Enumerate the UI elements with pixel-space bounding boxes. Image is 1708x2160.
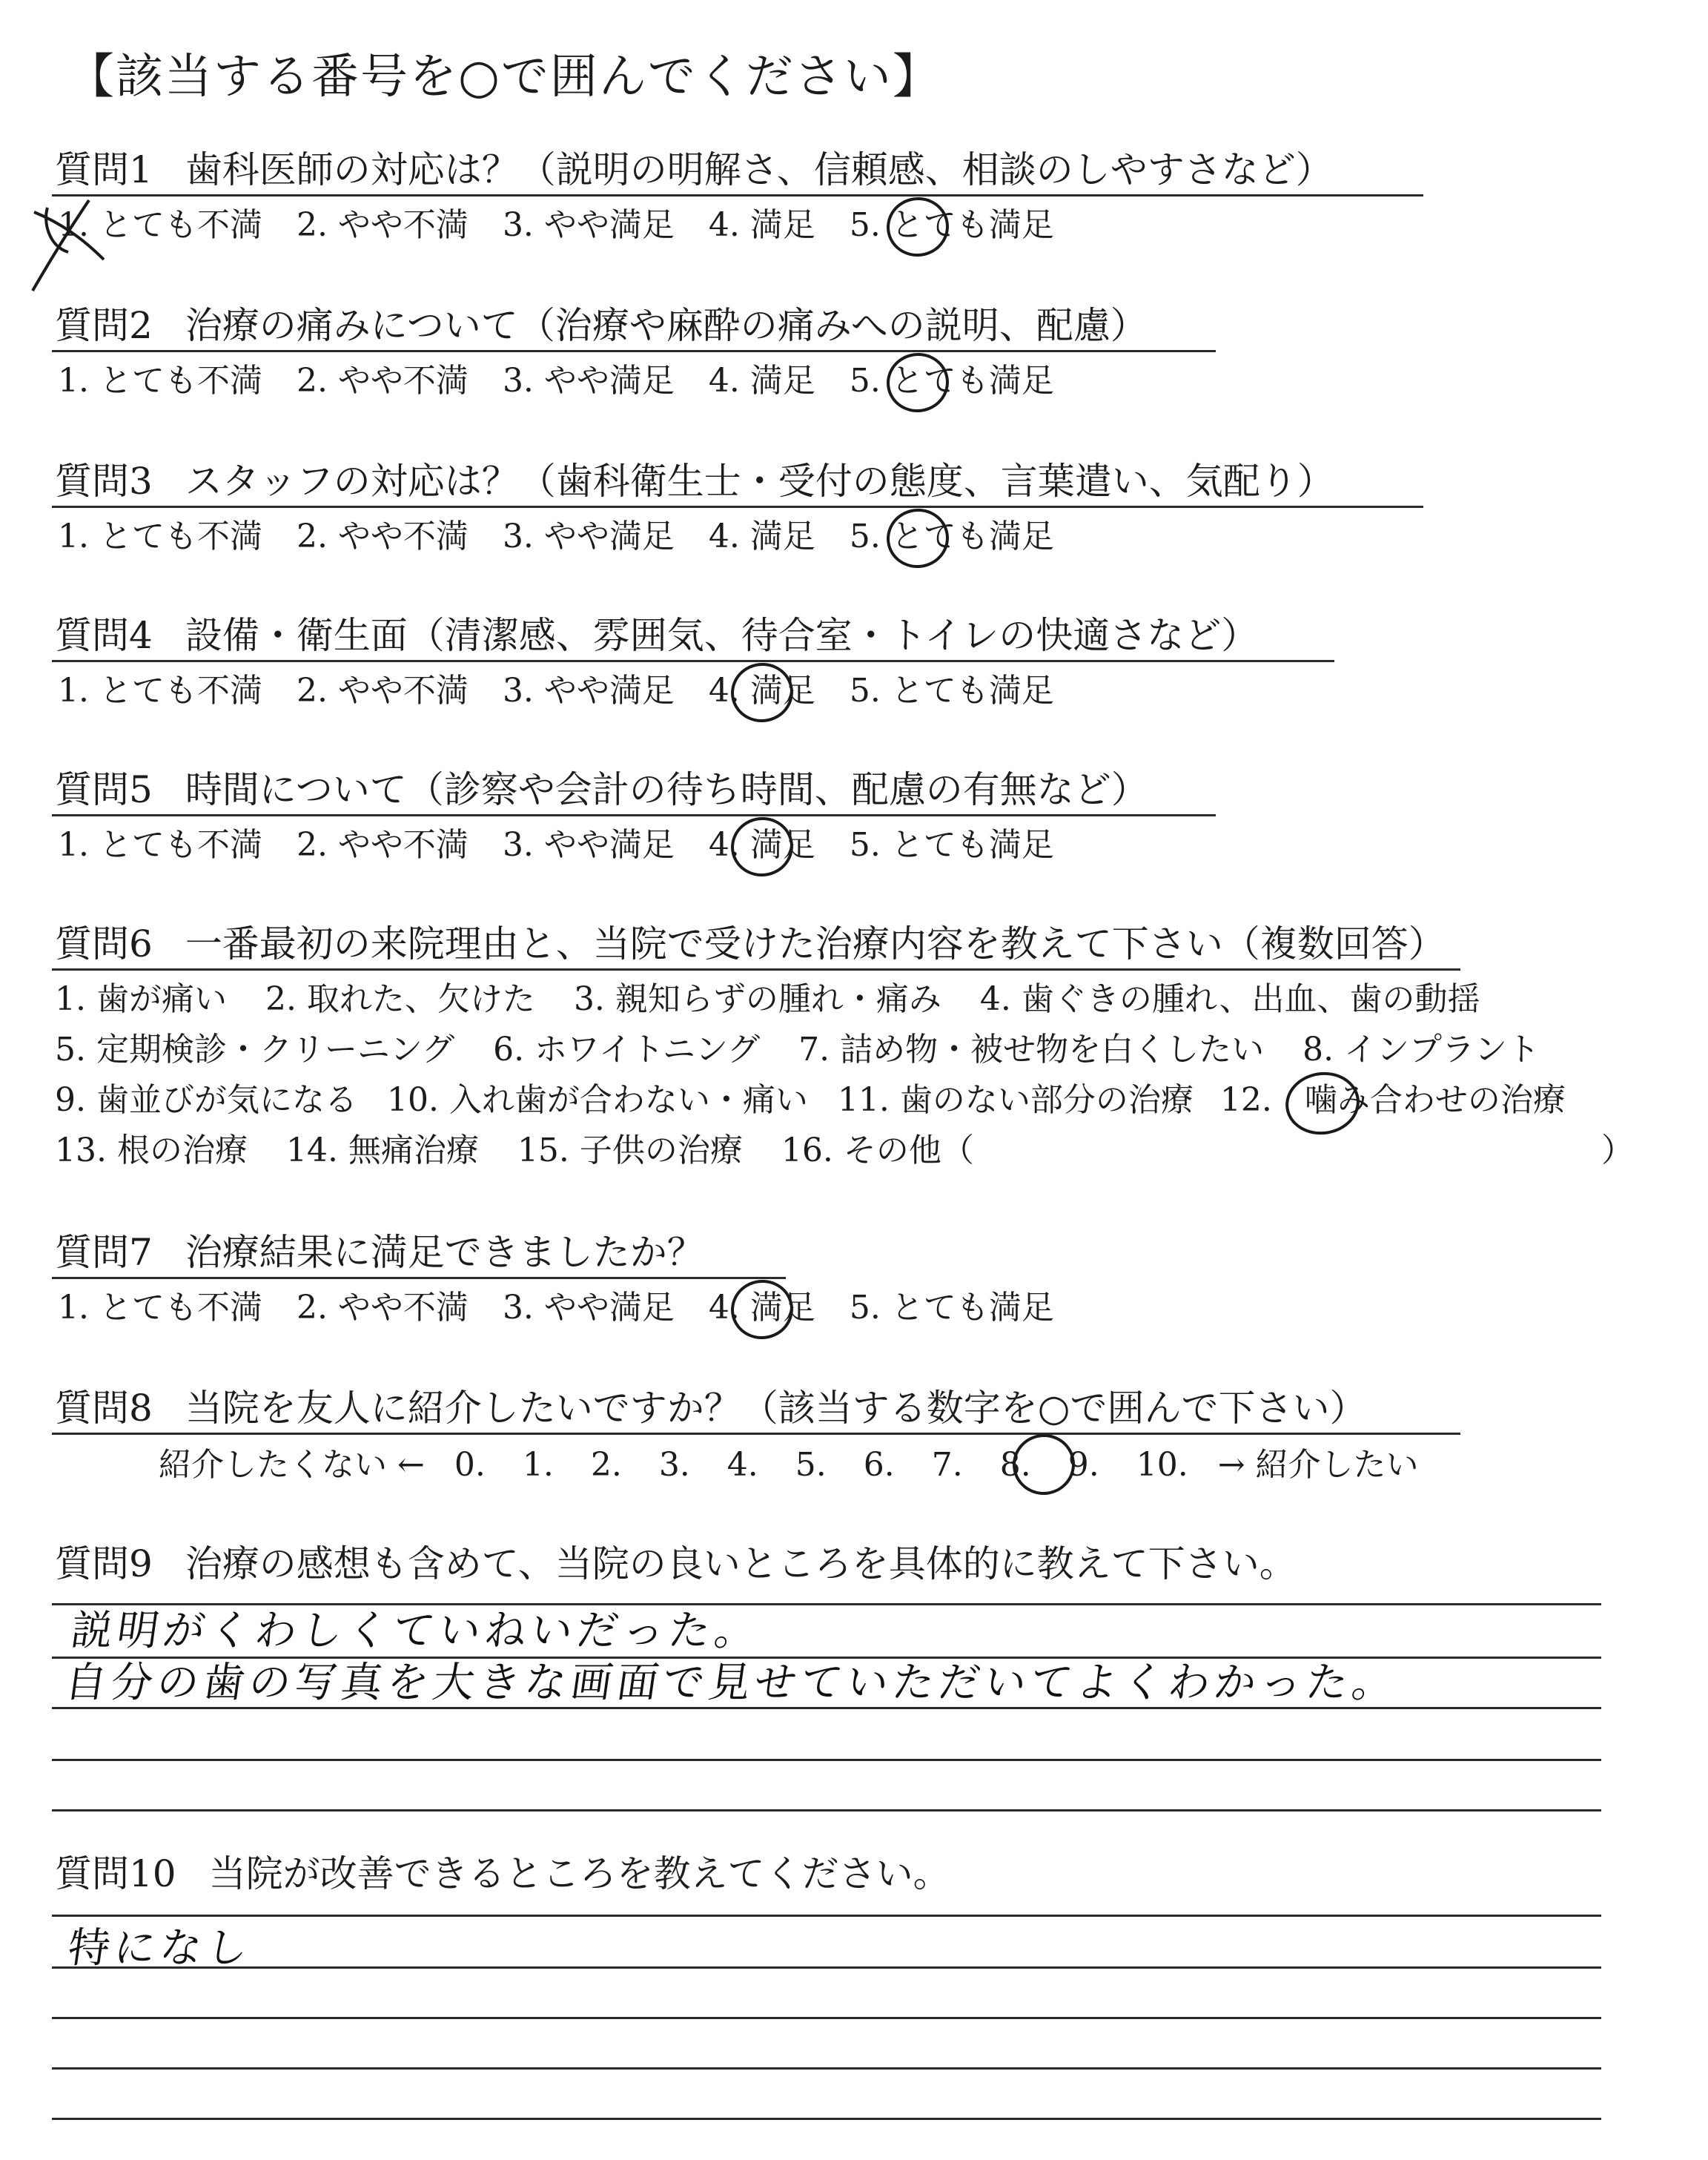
option-15[interactable]: 15. 子供の治療 — [517, 1132, 743, 1169]
q10-answer-line-1[interactable]: 特になし — [64, 1924, 256, 1972]
option-2[interactable]: 2. やや不満 — [296, 1289, 469, 1327]
option-12[interactable]: 12. — [1219, 1081, 1272, 1119]
option-4[interactable]: 4. 満足 — [708, 206, 815, 244]
option-1[interactable]: 1. とても不満 — [58, 518, 262, 555]
scale-left-label: 紹介したくない ← — [159, 1446, 425, 1484]
option-3[interactable]: 3. やや満足 — [502, 826, 675, 864]
option-5[interactable]: 5. とても満足 — [849, 206, 1054, 244]
score-0[interactable]: 0. — [454, 1446, 486, 1484]
option-14[interactable]: 14. 無痛治療 — [285, 1132, 479, 1169]
question-text: スタッフの対応は？（歯科衛生士・受付の態度、言葉遣い、気配り） — [185, 460, 1334, 503]
question-text: 治療の感想も含めて、当院の良いところを具体的に教えて下さい。 — [185, 1542, 1297, 1585]
question-text: 治療結果に満足できましたか？ — [185, 1231, 704, 1274]
form-title: 【該当する番号を○で囲んでください】 — [67, 50, 941, 105]
score-2[interactable]: 2. — [590, 1446, 622, 1484]
question-label: 質問10 — [55, 1852, 176, 1895]
question-text: 設備・衛生面（清潔感、雰囲気、待合室・トイレの快適さなど） — [185, 614, 1259, 657]
question-label: 質問6 — [55, 922, 153, 965]
question-text: 歯科医師の対応は？（説明の明解さ、信頼感、相談のしやすさなど） — [185, 148, 1333, 191]
question-label: 質問1 — [55, 148, 153, 191]
option-11[interactable]: 11. 歯のない部分の治療 — [837, 1081, 1194, 1119]
question-label: 質問5 — [55, 768, 153, 811]
option-2[interactable]: 2. やや不満 — [296, 206, 469, 244]
score-10[interactable]: 10. — [1136, 1446, 1188, 1484]
question-text: 治療の痛みについて（治療や麻酔の痛みへの説明、配慮） — [185, 304, 1148, 347]
question-text: 当院が改善できるところを教えてください。 — [208, 1852, 950, 1895]
option-5[interactable]: 5. とても満足 — [849, 826, 1054, 864]
score-7[interactable]: 7. — [931, 1446, 963, 1484]
score-4[interactable]: 4. — [726, 1446, 758, 1484]
other-close-paren: ） — [1601, 1132, 1634, 1169]
score-8[interactable]: 8. — [999, 1446, 1031, 1484]
option-4[interactable]: 4. 満足 — [708, 1289, 815, 1327]
option-4[interactable]: 4. 満足 — [708, 518, 815, 555]
option-4[interactable]: 4. 満足 — [708, 826, 815, 864]
q9-answer-line-1[interactable]: 説明がくわしくていねいだった。 — [67, 1607, 764, 1655]
option-12-label[interactable]: 噛み合わせの治療 — [1304, 1081, 1566, 1119]
option-3[interactable]: 3. やや満足 — [502, 362, 675, 400]
option-3[interactable]: 3. 親知らずの腫れ・痛み — [573, 980, 941, 1018]
option-1[interactable]: 1. とても不満 — [58, 1289, 262, 1327]
question-text: 時間について（診察や会計の待ち時間、配慮の有無など） — [185, 768, 1148, 811]
question-label: 質問2 — [55, 304, 153, 347]
option-2[interactable]: 2. やや不満 — [296, 672, 469, 710]
option-2[interactable]: 2. やや不満 — [296, 518, 469, 555]
option-7[interactable]: 7. 詰め物・被せ物を白くしたい — [798, 1031, 1265, 1069]
option-9[interactable]: 9. 歯並びが気になる — [55, 1081, 357, 1119]
option-5[interactable]: 5. とても満足 — [849, 518, 1054, 555]
option-5[interactable]: 5. とても満足 — [849, 672, 1054, 710]
option-2[interactable]: 2. やや不満 — [296, 826, 469, 864]
question-label: 質問8 — [55, 1387, 153, 1430]
score-5[interactable]: 5. — [795, 1446, 827, 1484]
question-label: 質問4 — [55, 614, 153, 657]
score-1[interactable]: 1. — [522, 1446, 554, 1484]
score-3[interactable]: 3. — [658, 1446, 690, 1484]
question-text: 当院を友人に紹介したいですか？（該当する数字を○で囲んで下さい） — [185, 1387, 1367, 1430]
q9-answer-line-2[interactable]: 自分の歯の写真を大きな画面で見せていただいてよくわかった。 — [62, 1659, 1402, 1707]
option-2[interactable]: 2. やや不満 — [296, 362, 469, 400]
option-4[interactable]: 4. 満足 — [708, 672, 815, 710]
option-5[interactable]: 5. とても満足 — [849, 1289, 1054, 1327]
option-1[interactable]: 1. とても不満 — [58, 672, 262, 710]
option-13[interactable]: 13. 根の治療 — [55, 1132, 248, 1169]
option-5[interactable]: 5. 定期検診・クリーニング — [55, 1031, 455, 1069]
score-6[interactable]: 6. — [863, 1446, 895, 1484]
option-3[interactable]: 3. やや満足 — [502, 206, 675, 244]
option-4[interactable]: 4. 満足 — [708, 362, 815, 400]
option-4[interactable]: 4. 歯ぐきの腫れ、出血、歯の動揺 — [979, 980, 1480, 1018]
question-text: 一番最初の来院理由と、当院で受けた治療内容を教えて下さい（複数回答） — [185, 922, 1446, 965]
option-1[interactable]: 1. とても不満 — [58, 206, 262, 244]
option-8[interactable]: 8. インプラント — [1302, 1031, 1540, 1069]
question-label: 質問9 — [55, 1542, 153, 1585]
score-9[interactable]: 9. — [1068, 1446, 1099, 1484]
option-3[interactable]: 3. やや満足 — [502, 1289, 675, 1327]
scale-right-label: → 紹介したい — [1217, 1446, 1419, 1484]
option-1[interactable]: 1. とても不満 — [58, 826, 262, 864]
question-label: 質問3 — [55, 460, 153, 503]
option-1[interactable]: 1. 歯が痛い — [55, 980, 227, 1018]
option-5[interactable]: 5. とても満足 — [849, 362, 1054, 400]
option-2[interactable]: 2. 取れた、欠けた — [265, 980, 535, 1018]
option-3[interactable]: 3. やや満足 — [502, 672, 675, 710]
option-6[interactable]: 6. ホワイトニング — [493, 1031, 761, 1069]
option-10[interactable]: 10. 入れ歯が合わない・痛い — [386, 1081, 808, 1119]
option-1[interactable]: 1. とても不満 — [58, 362, 262, 400]
option-3[interactable]: 3. やや満足 — [502, 518, 675, 555]
option-16[interactable]: 16. その他（ — [781, 1132, 974, 1169]
question-label: 質問7 — [55, 1231, 153, 1274]
